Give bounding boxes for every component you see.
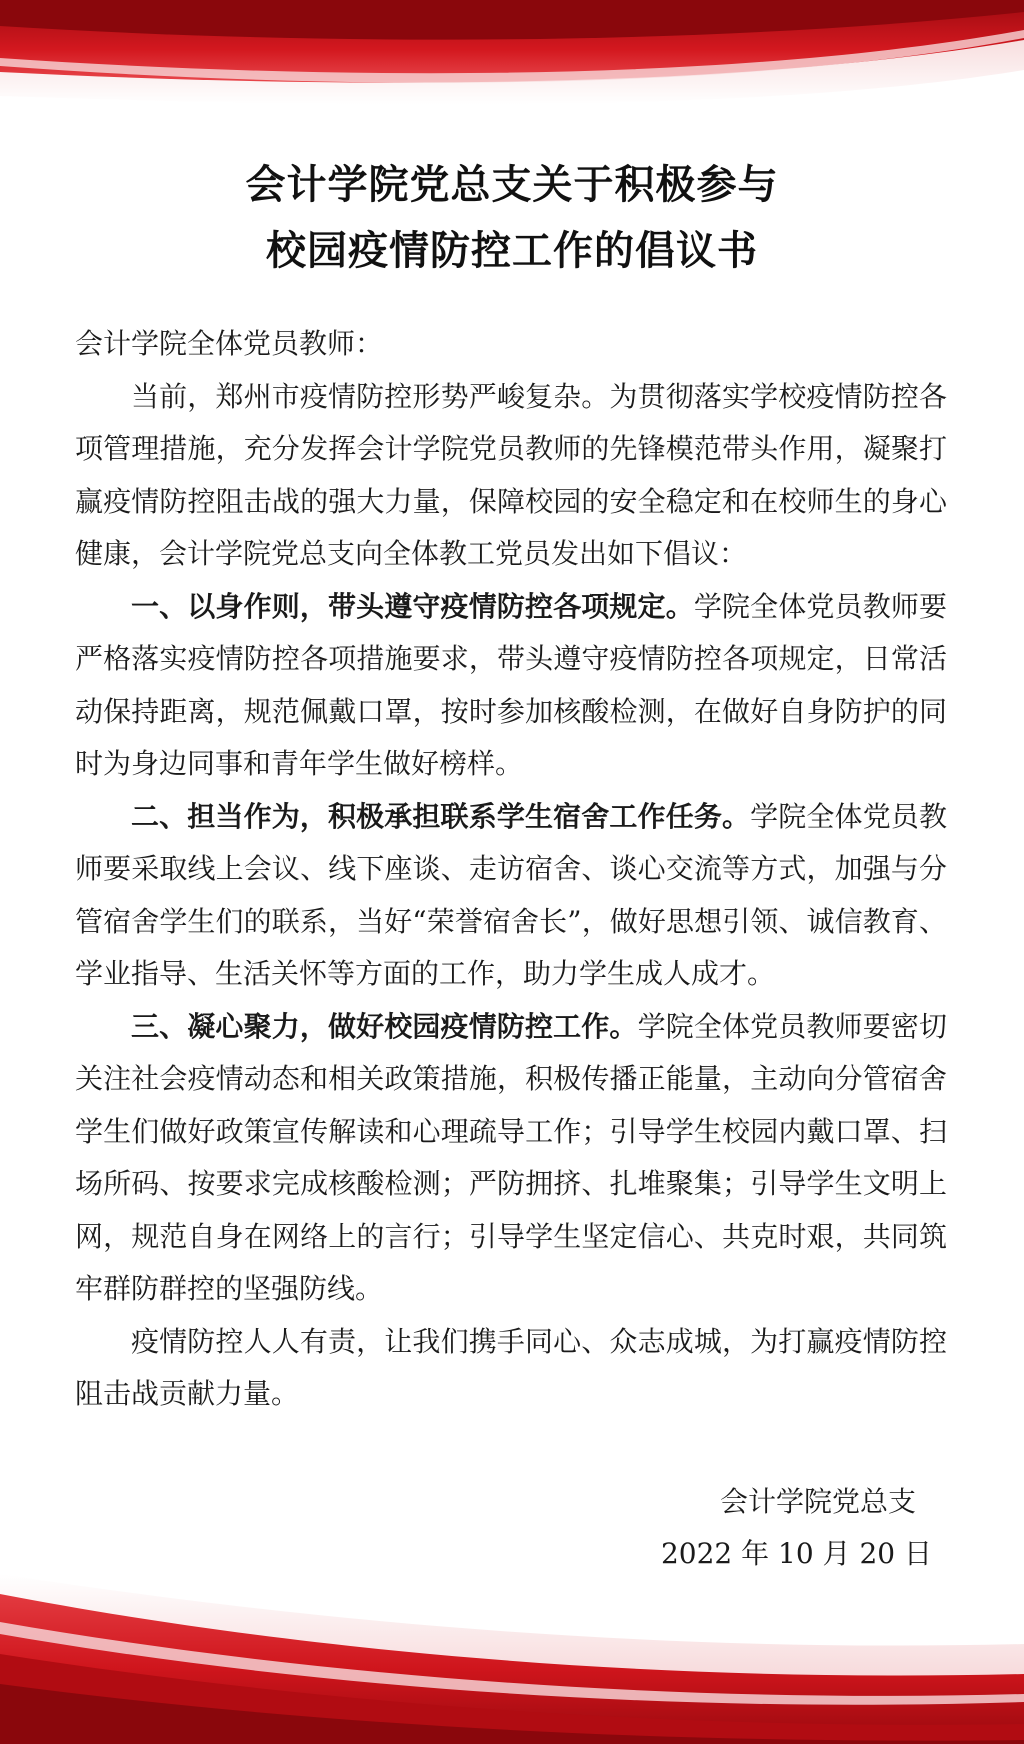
item-text-2: 学院全体党员教师要采取线上会议、线下座谈、走访宿舍、谈心交流等方式，加强与分管宿舍学生们的联系，当好“荣誉宿舍长”，做好思想引领、诚信教育、学业指导、生活关怀等方面的工作，助力学生成人成才。	[75, 799, 947, 990]
item-heading-2: 二、担当作为，积极承担联系学生宿舍工作任务。	[131, 799, 751, 833]
top-red-ribbon	[0, 0, 1024, 150]
signature-org: 会计学院党总支	[719, 1485, 916, 1518]
closing-paragraph: 疫情防控人人有责，让我们携手同心、众志成城，为打赢疫情防控阻击战贡献力量。	[75, 1324, 947, 1410]
document-body	[75, 318, 947, 1421]
item-paragraph-1	[75, 581, 947, 791]
title-line-2: 校园疫情防控工作的倡议书	[266, 228, 758, 274]
document-title	[0, 152, 1024, 284]
item-heading-3: 三、凝心聚力，做好校园疫情防控工作。	[131, 1009, 638, 1043]
bottom-red-ribbon	[0, 1534, 1024, 1744]
signature-date: 2022 年 10 月 20 日	[660, 1537, 932, 1570]
item-text-3: 学院全体党员教师要密切关注社会疫情动态和相关政策措施，积极传播正能量，主动向分管宿舍学生们做好政策宣传解读和心理疏导工作；引导学生校园内戴口罩、扫场所码、按要求完成核酸检测；严防拥挤、扎堆聚集；引导学生文明上网，规范自身在网络上的言行；引导学生坚定信心、共克时艰，共同筑牢群防群控的坚强防线。	[75, 1009, 947, 1305]
item-heading-1: 一、以身作则，带头遵守疫情防控各项规定。	[131, 589, 694, 623]
item-paragraph-3	[75, 1001, 947, 1316]
intro-paragraph: 当前，郑州市疫情防控形势严峻复杂。为贯彻落实学校疫情防控各项管理措施，充分发挥会计学院党员教师的先锋模范带头作用，凝聚打赢疫情防控阻击战的强大力量，保障校园的安全稳定和在校师生的身心健康，会计学院党总支向全体教工党员发出如下倡议：	[75, 379, 947, 570]
item-paragraph-2	[75, 791, 947, 1001]
title-line-1: 会计学院党总支关于积极参与	[245, 162, 779, 208]
item-text-1: 学院全体党员教师要严格落实疫情防控各项措施要求，带头遵守疫情防控各项规定，日常活动保持距离，规范佩戴口罩，按时参加核酸检测，在做好自身防护的同时为身边同事和青年学生做好榜样。	[75, 589, 947, 780]
salutation: 会计学院全体党员教师：	[75, 327, 384, 360]
